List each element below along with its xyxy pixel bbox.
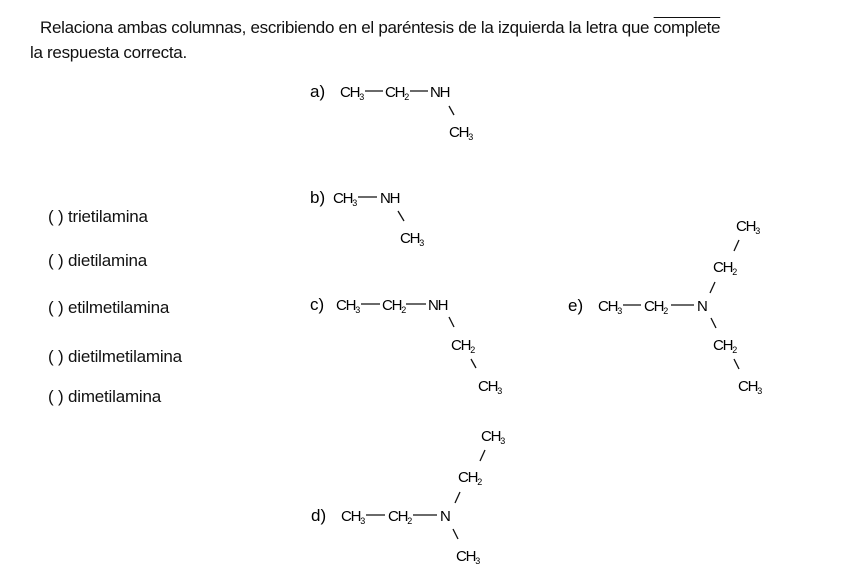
atom-ch3: $CH_3$ — [340, 84, 364, 102]
atom-n: N — [440, 508, 450, 525]
option-text: trietilamina — [67, 207, 148, 226]
option-text: dimetilamina — [67, 387, 162, 406]
option-text: dietilamina — [67, 251, 148, 270]
atom-ch3: $CH_3$ — [336, 297, 360, 315]
instructions-line-1: Relaciona ambas columnas, escribiendo en el paréntesis de la izquierda la letra que complete — [40, 18, 721, 37]
atom-ch3: $CH_3$ — [598, 298, 622, 316]
atom-nh: NH — [428, 297, 448, 314]
atom-ch3: $CH_3$ — [736, 218, 760, 236]
atom-ch2: $CH_2$ — [451, 337, 475, 355]
atom-nh: NH — [380, 190, 400, 207]
overlined-word: complete — [653, 18, 721, 37]
atom-ch3: $CH_3$ — [449, 124, 473, 142]
atom-ch2: $CH_2$ — [644, 298, 668, 316]
atom-ch3: $CH_3$ — [481, 428, 505, 446]
molecule-c-label: c) — [310, 295, 325, 314]
atom-ch2: $CH_2$ — [385, 84, 409, 102]
atom-ch3: $CH_3$ — [456, 548, 480, 566]
bond — [453, 529, 458, 539]
option-text: dietilmetilamina — [67, 347, 182, 366]
molecule-b-label: b) — [310, 188, 326, 207]
atom-ch2: $CH_2$ — [713, 337, 737, 355]
answer-blank[interactable]: ( ) — [48, 251, 64, 270]
atom-ch2: $CH_2$ — [382, 297, 406, 315]
molecule-e-label: e) — [568, 296, 584, 315]
atom-n: N — [697, 298, 707, 315]
atom-ch3: $CH_3$ — [738, 378, 762, 396]
molecule-a-label: a) — [310, 82, 326, 101]
bond — [455, 492, 460, 503]
instructions-line-2: la respuesta correcta. — [30, 43, 187, 62]
atom-ch2: $CH_2$ — [388, 508, 412, 526]
answer-blank[interactable]: ( ) — [48, 207, 64, 226]
atom-ch3: $CH_3$ — [478, 378, 502, 396]
answer-blank[interactable]: ( ) — [48, 387, 64, 406]
atom-ch2: $CH_2$ — [458, 469, 482, 487]
atom-ch3: $CH_3$ — [333, 190, 357, 208]
atom-ch2: $CH_2$ — [713, 259, 737, 277]
molecule-d-label: d) — [311, 506, 327, 525]
atom-ch3: $CH_3$ — [400, 230, 424, 248]
atom-nh: NH — [430, 84, 450, 101]
option-text: etilmetilamina — [67, 298, 170, 317]
answer-blank[interactable]: ( ) — [48, 298, 64, 317]
atom-ch3: $CH_3$ — [341, 508, 365, 526]
answer-blank[interactable]: ( ) — [48, 347, 64, 366]
bond — [480, 450, 485, 461]
